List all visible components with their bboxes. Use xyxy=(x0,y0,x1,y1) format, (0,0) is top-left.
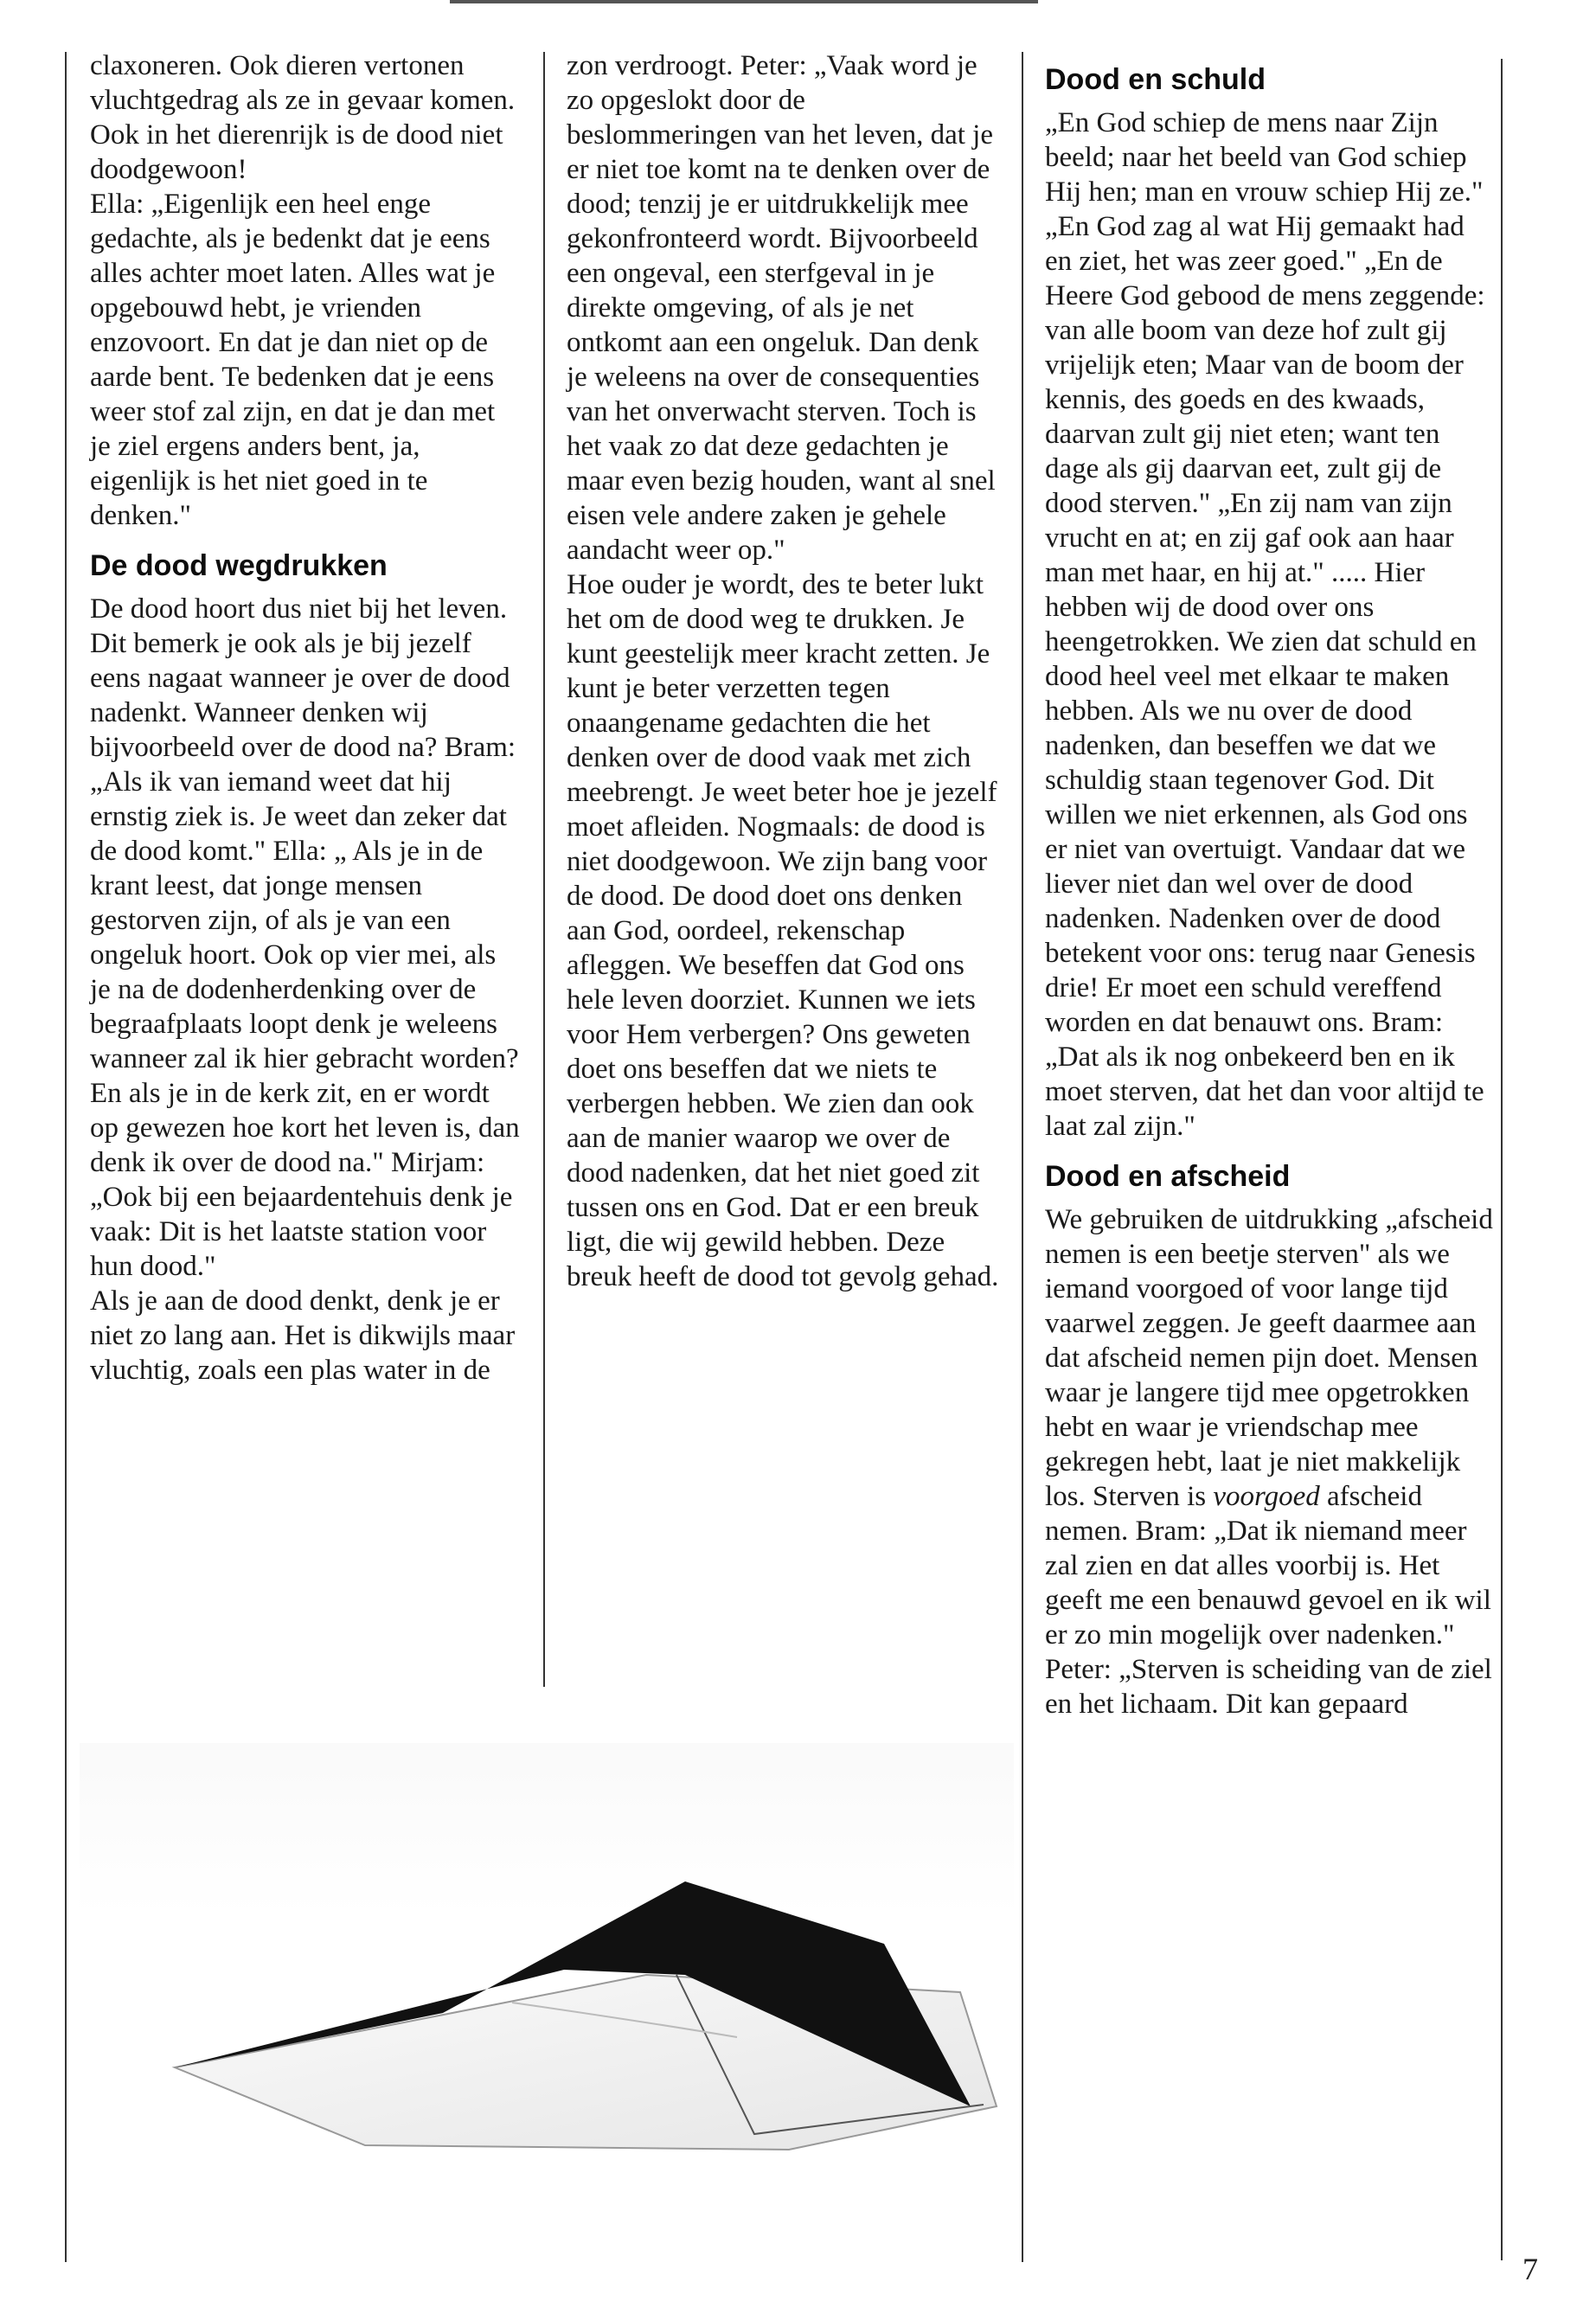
column-rule-outer xyxy=(1501,59,1503,2260)
paragraph: claxoneren. Ook dieren vertonen vluchtgedrag als ze in gevaar komen. Ook in het dierenrijk is de dood niet doodgewoon! xyxy=(90,50,516,185)
text-column-1 xyxy=(90,48,522,1388)
emphasis: voorgoed xyxy=(1213,1481,1320,1512)
paragraph: „En God schiep de mens naar Zijn beeld; naar het beeld van God schiep Hij hen; man en vrouw schiep Hij ze." „En God zag al wat Hij gemaakt had en ziet, het was zeer goed." „En de Heere God gebood de mens zeggende: van alle boom van deze hof zult gij vrijelijk eten; Maar van de boom der kennis, des goeds en des kwaads, daarvan zult gij niet eten; want ten dage als gij daarvan eet, zult gij de dood sterven." „En zij nam van zijn vrucht en at; en zij gaf ook aan haar man met haar, en hij at." ..... Hier hebben wij de dood over ons heengetrokken. We zien dat schuld en dood heel veel met elkaar te maken hebben. Als we nu over de dood nadenken, dan beseffen we dat we schuldig staan tegenover God. Dit willen we niet erkennen, als God ons er niet van overtuigt. Vandaar dat we liever niet dan wel over de dood nadenken. Nadenken over de dood betekent voor ons: terug naar Genesis drie! Er moet een schuld vereffend worden en dat benauwt ons. Bram: „Dat als ik nog onbekeerd ben en ik moet sterven, dat het dan voor altijd te laat zal zijn." xyxy=(1045,107,1485,1142)
text-column-2 xyxy=(567,48,999,1294)
section-heading: Dood en schuld xyxy=(1045,63,1266,96)
paragraph: Als je aan de dood denkt, denk je er niet zo lang aan. Het is dikwijls maar vluchtig, zoals een plas water in de xyxy=(90,1285,516,1386)
text-column-3 xyxy=(1045,55,1495,1721)
top-rule xyxy=(450,0,1038,3)
column-rule-left xyxy=(65,52,67,2262)
paragraph: Ella: „Eigenlijk een heel enge gedachte, als je bedenkt dat je eens alles achter moet laten. Alles wat je opgebouwd hebt, je vrienden enzovoort. En dat je dan niet op de aarde bent. Te bedenken dat je eens weer stof zal zijn, en dat je dan met je ziel ergens anders bent, ja, eigenlijk is het niet goed in te denken." xyxy=(90,189,496,531)
page-number: 7 xyxy=(1522,2252,1538,2286)
section-heading: Dood en afscheid xyxy=(1045,1160,1291,1193)
paragraph: We gebruiken de uitdrukking „afscheid nemen is een beetje sterven" als we iemand voorgoed of voor lange tijd vaarwel zeggen. Je geeft daarmee aan dat afscheid nemen pijn doet. Mensen waar je langere tijd mee opgetrokken hebt en waar je vriendschap mee gekregen hebt, laat je niet makkelijk los. Sterven is voorgoed afscheid nemen. Bram: „Dat ik niemand meer zal zien en dat alles voorbij is. Het geeft me een benauwd gevoel en ik wil er zo min mogelijk over nadenken." Peter: „Sterven is scheiding van de ziel en het lichaam. Dit kan gepaard xyxy=(1045,1204,1493,1720)
column-rule-middle xyxy=(543,52,545,1687)
section-heading: De dood wegdrukken xyxy=(90,549,388,582)
column-rule-right xyxy=(1022,52,1023,2262)
paragraph: zon verdroogt. Peter: „Vaak word je zo opgeslokt door de beslommeringen van het leven, dat je er niet toe komt na te denken over de dood; tenzij je er uitdrukkelijk mee gekonfronteerd wordt. Bijvoorbeeld een ongeval, een sterfgeval in je direkte omgeving, of als je net ontkomt aan een ongeluk. Dan denk je weleens na over de consequenties van het onverwacht sterven. Toch is het vaak zo dat deze gedachten je maar even bezig houden, want al snel eisen vele andere zaken je gehele aandacht weer op." xyxy=(567,50,996,566)
paragraph: Hoe ouder je wordt, des te beter lukt het om de dood weg te drukken. Je kunt geestelijk meer kracht zetten. Je kunt je beter verzetten tegen onaangename gedachten die het denken over de dood vaak met zich meebrengt. Je weet beter hoe je jezelf moet afleiden. Nogmaals: de dood is niet doodgewoon. We zijn bang voor de dood. De dood doet ons denken aan God, oordeel, rekenschap afleggen. We beseffen dat God ons hele leven doorziet. Kunnen we iets voor Hem verbergen? Ons geweten doet ons beseffen dat we niets te verbergen hebben. We zien dan ook aan de manier waarop we over de dood nadenken, dat het niet goed zit tussen ons en God. Dat er een breuk ligt, die wij gewild hebben. Deze breuk heeft de dood tot gevolg gehad. xyxy=(567,569,999,1292)
envelope-photo xyxy=(80,1743,1014,2236)
paragraph: De dood hoort dus niet bij het leven. Dit bemerk je ook als je bij jezelf eens nagaat wanneer je over de dood nadenkt. Wanneer denken wij bijvoorbeeld over de dood na? Bram: „Als ik van iemand weet dat hij ernstig ziek is. Je weet dan zeker dat de dood komt." Ella: „ Als je in de krant leest, dat jonge mensen gestorven zijn, of als je van een ongeluk hoort. Ook op vier mei, als je na de dodenherdenking over de begraafplaats loopt denk je weleens wanneer zal ik hier gebracht worden? En als je in de kerk zit, en er wordt op gewezen hoe kort het leven is, dan denk ik over de dood na." Mirjam: „Ook bij een bejaardentehuis denk je vaak: Dit is het laatste station voor hun dood." xyxy=(90,593,520,1282)
